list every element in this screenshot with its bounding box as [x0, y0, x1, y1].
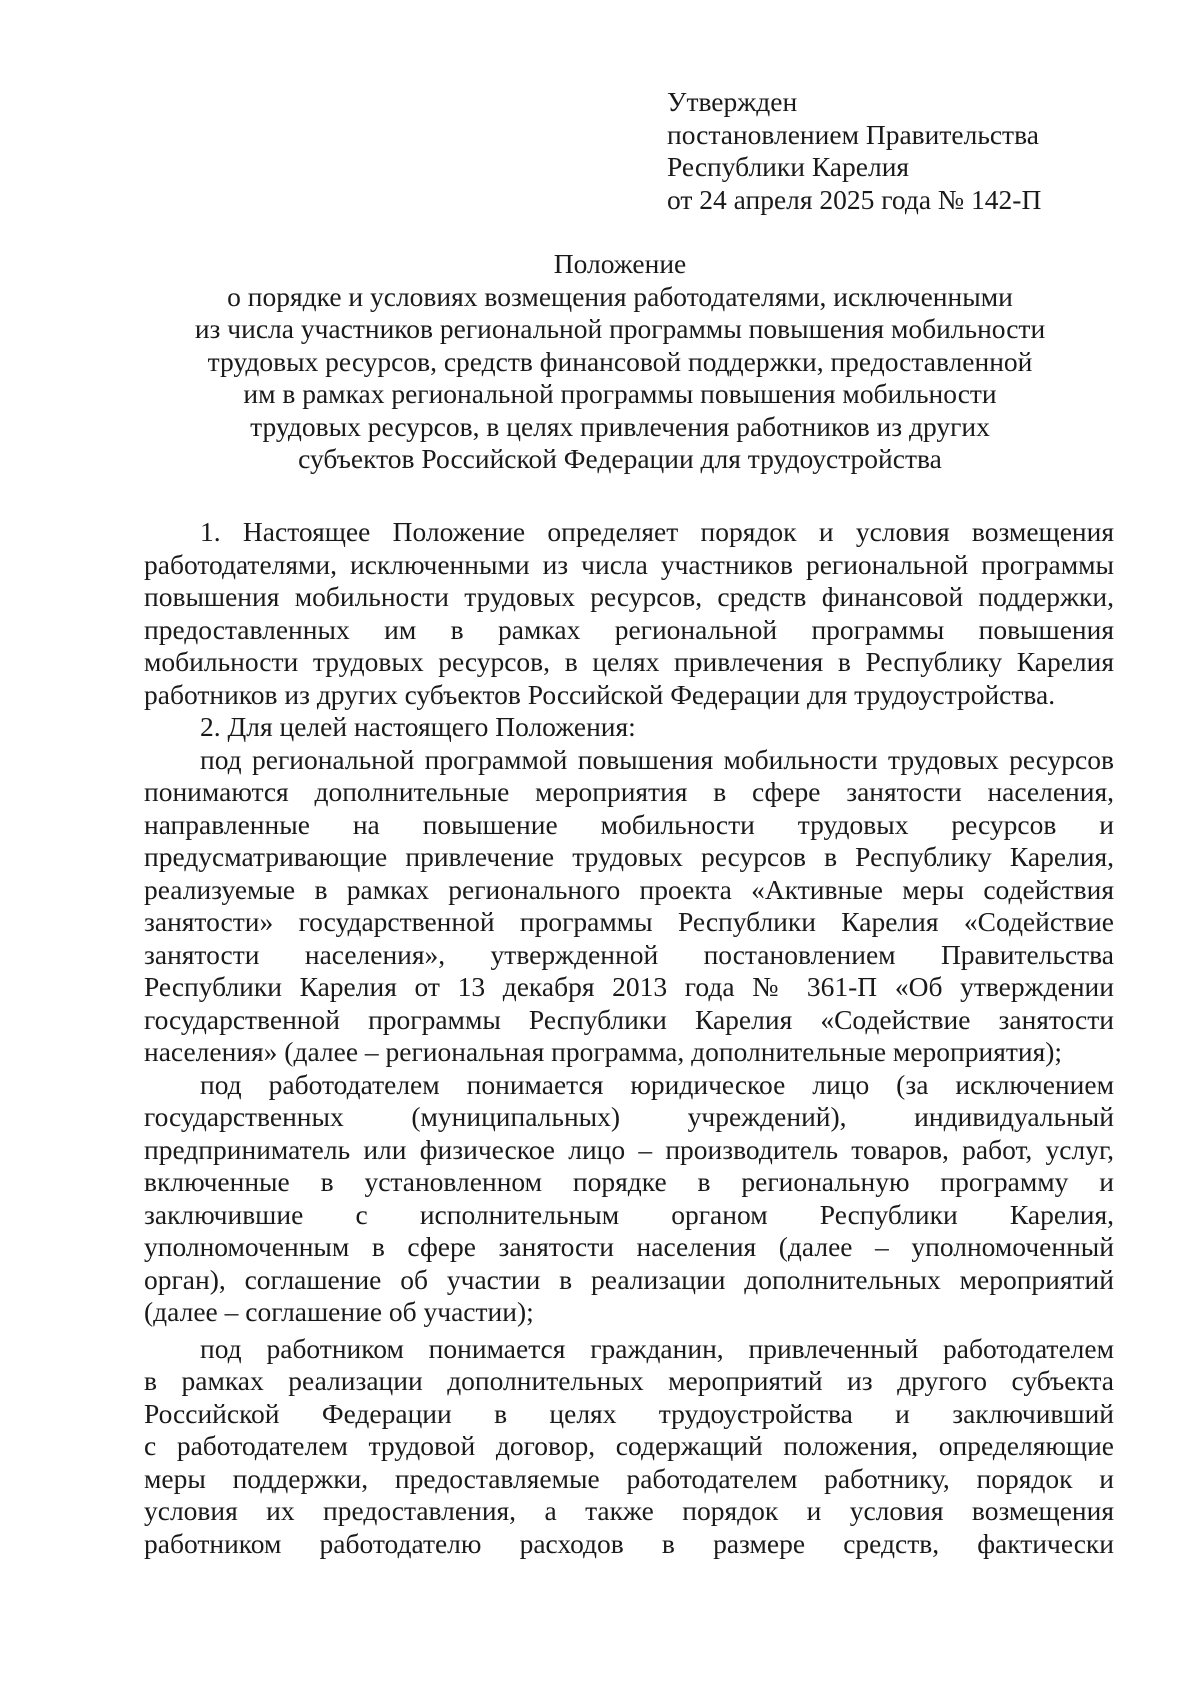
- body-line: работником работодателю расходов в размере средств, фактически: [144, 1527, 1114, 1559]
- body-line: под работодателем понимается юридическое лицо (за исключением: [200, 1068, 1114, 1100]
- document-body: [144, 516, 1114, 1560]
- body-line: работников из других субъектов Российской Федерации для трудоустройства.: [144, 678, 1056, 710]
- body-line: реализуемые в рамках регионального проекта «Активные меры содействия: [144, 873, 1114, 905]
- body-line: включенные в установленном порядке в региональную программу и: [144, 1166, 1114, 1197]
- body-line: с работодателем трудовой договор, содержащий положения, определяющие: [144, 1430, 1114, 1461]
- body-line: предусматривающие привлечение трудовых ресурсов в Республику Карелия,: [144, 841, 1114, 872]
- body-line: государственных (муниципальных) учреждений), индивидуальный: [144, 1101, 1114, 1132]
- title-line: трудовых ресурсов, средств финансовой поддержки, предоставленной: [207, 345, 1033, 377]
- body-line: предприниматель или физическое лицо – производитель товаров, работ, услуг,: [144, 1133, 1114, 1165]
- body-line: работодателями, исключенными из числа участников региональной программы: [144, 548, 1114, 580]
- body-line: 1. Настоящее Положение определяет порядок и условия возмещения: [200, 516, 1114, 547]
- title-line: из числа участников региональной программы повышения мобильности: [194, 313, 1046, 344]
- paragraph-4: [144, 1069, 1114, 1329]
- approval-stamp: [667, 86, 1147, 216]
- body-line: Республики Карелия от 13 декабря 2013 года № 361-П «Об утверждении: [144, 971, 1114, 1002]
- body-line: заключившие с исполнительным органом Республики Карелия,: [144, 1198, 1114, 1230]
- paragraph-2: [144, 711, 1114, 744]
- body-line: населения» (далее – региональная программа, дополнительные мероприятия);: [144, 1036, 1063, 1067]
- title-line: трудовых ресурсов, в целях привлечения работников из других: [250, 410, 990, 442]
- approval-line: Утвержден: [667, 86, 798, 117]
- body-line: государственной программы Республики Карелия «Содействие занятости: [144, 1003, 1114, 1035]
- paragraph-1: [144, 516, 1114, 711]
- body-line: уполномоченным в сфере занятости населения (далее – уполномоченный: [144, 1231, 1114, 1262]
- body-line: меры поддержки, предоставляемые работодателем работнику, порядок и: [144, 1462, 1114, 1494]
- body-line: орган), соглашение об участии в реализации дополнительных мероприятий: [144, 1263, 1114, 1295]
- paragraph-5: [144, 1333, 1114, 1561]
- body-line: (далее – соглашение об участии);: [144, 1296, 534, 1327]
- document-title: [140, 248, 1100, 476]
- body-line: предоставленных им в рамках региональной программы повышения: [144, 613, 1114, 645]
- title-line: о порядке и условиях возмещения работодателями, исключенными: [227, 280, 1013, 312]
- approval-line: Республики Карелия: [667, 151, 910, 182]
- title-line: им в рамках региональной программы повышения мобильности: [243, 378, 997, 409]
- body-line: занятости» государственной программы Республики Карелия «Содействие: [144, 906, 1114, 937]
- title-line: субъектов Российской Федерации для трудоустройства: [298, 443, 942, 474]
- title-heading: Положение: [553, 248, 687, 279]
- body-line: под работником понимается гражданин, привлеченный работодателем: [200, 1332, 1114, 1364]
- approval-line: постановлением Правительства: [667, 118, 1039, 150]
- body-line: условия их предоставления, а также порядок и условия возмещения: [144, 1495, 1114, 1526]
- body-line: 2. Для целей настоящего Положения:: [200, 711, 636, 742]
- body-line: занятости населения», утвержденной постановлением Правительства: [144, 938, 1114, 970]
- body-line: в рамках реализации дополнительных мероприятий из другого субъекта: [144, 1365, 1114, 1396]
- approval-date-line: от 24 апреля 2025 года № 142-П: [667, 183, 1042, 215]
- body-line: мобильности трудовых ресурсов, в целях привлечения в Республику Карелия: [144, 646, 1114, 677]
- body-line: Российской Федерации в целях трудоустройства и заключивший: [144, 1397, 1114, 1429]
- body-line: понимаются дополнительные мероприятия в сфере занятости населения,: [144, 776, 1114, 807]
- paragraph-3: [144, 744, 1114, 1069]
- body-line: направленные на повышение мобильности трудовых ресурсов и: [144, 808, 1114, 840]
- body-line: под региональной программой повышения мобильности трудовых ресурсов: [200, 743, 1114, 775]
- body-line: повышения мобильности трудовых ресурсов, средств финансовой поддержки,: [144, 581, 1114, 612]
